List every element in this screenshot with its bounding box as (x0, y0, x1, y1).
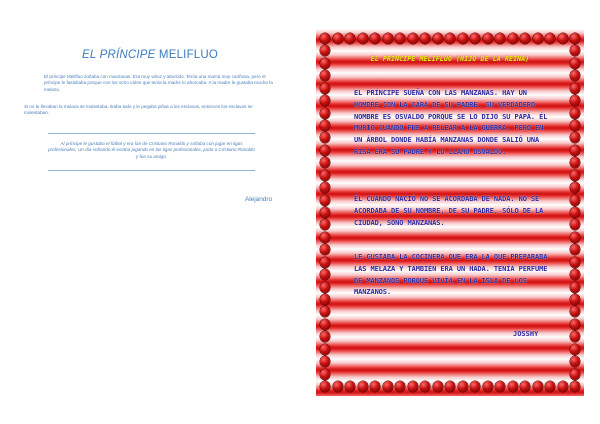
bead-decoration (320, 182, 330, 193)
bead-decoration (395, 33, 405, 44)
bead-decoration (570, 132, 580, 143)
bead-decoration (570, 170, 580, 181)
bead-decoration (320, 356, 330, 367)
bead-decoration (445, 33, 455, 44)
bead-decoration (458, 381, 468, 392)
bead-decoration (333, 381, 343, 392)
bead-decoration (483, 33, 493, 44)
bead-decoration (570, 232, 580, 243)
bead-decoration (320, 95, 330, 106)
bead-decoration (570, 257, 580, 268)
bead-decoration (570, 282, 580, 293)
bead-decoration (320, 132, 330, 143)
bead-decoration (320, 269, 330, 280)
bead-decoration (420, 381, 430, 392)
bead-decoration (320, 157, 330, 168)
bead-decoration (370, 381, 380, 392)
bead-decoration (545, 381, 555, 392)
bead-decoration (558, 33, 568, 44)
bead-decoration (320, 145, 330, 156)
bead-decoration (470, 33, 480, 44)
bead-decoration (570, 369, 580, 380)
bead-decoration (570, 294, 580, 305)
poster-paragraph-2: ÉL CUANDO NACIÓ NO SE ACORDABA DE NADA. NO SE ACORDABA DE SU NOMBRE, DE SU PADRE, SÓLO DE LA CIUDAD, SOÑÓ MANZANAS. (354, 195, 544, 227)
story-poster (316, 29, 584, 396)
bead-decoration (533, 33, 543, 44)
bead-decoration (570, 120, 580, 131)
bead-decoration (495, 381, 505, 392)
bead-decoration (570, 45, 580, 56)
bead-decoration (358, 33, 368, 44)
bead-decoration (570, 95, 580, 106)
bead-decoration (570, 331, 580, 342)
bead-decoration (320, 244, 330, 255)
bead-decoration (520, 381, 530, 392)
left-quote: Al príncipe le gustaba el fútbol y era fan de Cristiano Ronaldo y soñaba con jugar en ligas profesionales. Un día soñando él estaba jugando en las ligas profesionales, junto a Cristiano Ronaldo y fue su amigo. (48, 141, 255, 159)
bead-decoration (570, 83, 580, 94)
bead-decoration (570, 108, 580, 119)
bead-decoration (545, 33, 555, 44)
bead-decoration (320, 306, 330, 317)
bead-decoration (570, 70, 580, 81)
bead-decoration (320, 294, 330, 305)
bead-decoration (570, 157, 580, 168)
bead-decoration (570, 356, 580, 367)
bead-decoration (570, 319, 580, 330)
bead-decoration (320, 319, 330, 330)
bead-decoration (320, 170, 330, 181)
bead-decoration (345, 33, 355, 44)
bead-decoration (570, 195, 580, 206)
left-page-title (0, 49, 300, 61)
bead-decoration (320, 108, 330, 119)
bead-decoration (320, 232, 330, 243)
bead-decoration (320, 331, 330, 342)
poster-signature: JOSSHY (513, 330, 539, 338)
bead-decoration (320, 120, 330, 131)
bead-decoration (570, 145, 580, 156)
bead-decoration (320, 344, 330, 355)
left-paragraph-1: El príncipe Melifluo soñaba con manzanas. Era muy veloz y aburrido. Tenía una mamá muy cariñosa, pero el príncipe le fastidiaba porque con los ocho oídos que tenía la madre lo ahorcaba. A la madre le gustaba mucho la melaza. (44, 74, 273, 92)
poster-paragraph-3: LE GUSTABA LA COCINERA QUE ERA LA QUE PREPARABA LAS MELAZA Y TAMBIÉN ERA UN HADA. TENÍA PERFUME DE MANZANOS PORQUE VIVÍA EN LA ISLA DE LOS MANZANOS. (354, 253, 548, 297)
bead-decoration (383, 33, 393, 44)
bead-decoration (520, 33, 530, 44)
bead-decoration (508, 33, 518, 44)
bead-decoration (570, 219, 580, 230)
bead-decoration (508, 381, 518, 392)
bead-decoration (320, 282, 330, 293)
bead-decoration (495, 33, 505, 44)
poster-paragraph-1: EL PRÍNCIPE SUEÑA CON LAS MANZANAS. HAY UN HOMBRE CON LA CARA DE SU PADRE. SU VERDADERO NOMBRE ES OSVALDO PORQUE SE LO DIJO SU PAPÁ. ÉL MURIÓ CUANDO FUE A PELEAR A LA GUERRA. PERO EN UN ÁRBOL DONDE HABÍA MANZANAS DONDE SALIÓ UNA RISA ERA SU PADRE Y LO LLAMÓ OSVALDO. (354, 89, 548, 156)
bead-decoration (445, 381, 455, 392)
bead-decoration (370, 33, 380, 44)
bead-decoration (320, 45, 330, 56)
left-title-rest: MELIFLUO (155, 49, 219, 61)
bead-decoration (320, 70, 330, 81)
bead-decoration (320, 207, 330, 218)
bead-decoration (320, 257, 330, 268)
quote-top-rule (48, 133, 255, 134)
bead-decoration (470, 381, 480, 392)
bead-decoration (570, 344, 580, 355)
bead-decoration (533, 381, 543, 392)
bead-decoration (320, 381, 330, 392)
bead-decoration (570, 381, 580, 392)
bead-decoration (570, 182, 580, 193)
left-paragraph-2: Si no le llevaban la melaza se molestaba, tiraba todo y le pegaba piñas a los esclavos, entonces los esclavos se molestaban. (24, 104, 253, 116)
bead-decoration (320, 195, 330, 206)
bead-decoration (558, 381, 568, 392)
poster-title: EL PRÍNCIPE MELIFLUO (HIJO DE LA REINA) (370, 55, 530, 63)
bead-decoration (333, 33, 343, 44)
quote-bottom-rule (48, 170, 255, 171)
bead-decoration (320, 33, 330, 44)
bead-decoration (433, 381, 443, 392)
bead-decoration (345, 381, 355, 392)
bead-decoration (320, 369, 330, 380)
bead-decoration (408, 381, 418, 392)
bead-decoration (570, 306, 580, 317)
bead-decoration (358, 381, 368, 392)
author-name: Alejandro (245, 196, 273, 203)
bead-decoration (420, 33, 430, 44)
bead-decoration (570, 207, 580, 218)
bead-decoration (458, 33, 468, 44)
bead-decoration (570, 244, 580, 255)
bead-decoration (570, 33, 580, 44)
bead-decoration (408, 33, 418, 44)
bead-decoration (320, 58, 330, 69)
left-title-italic: EL PRÍNCIPE (81, 49, 156, 61)
bead-decoration (570, 269, 580, 280)
bead-decoration (320, 219, 330, 230)
bead-decoration (320, 83, 330, 94)
bead-decoration (395, 381, 405, 392)
bead-decoration (570, 58, 580, 69)
bead-decoration (483, 381, 493, 392)
bead-decoration (433, 33, 443, 44)
bead-decoration (383, 381, 393, 392)
